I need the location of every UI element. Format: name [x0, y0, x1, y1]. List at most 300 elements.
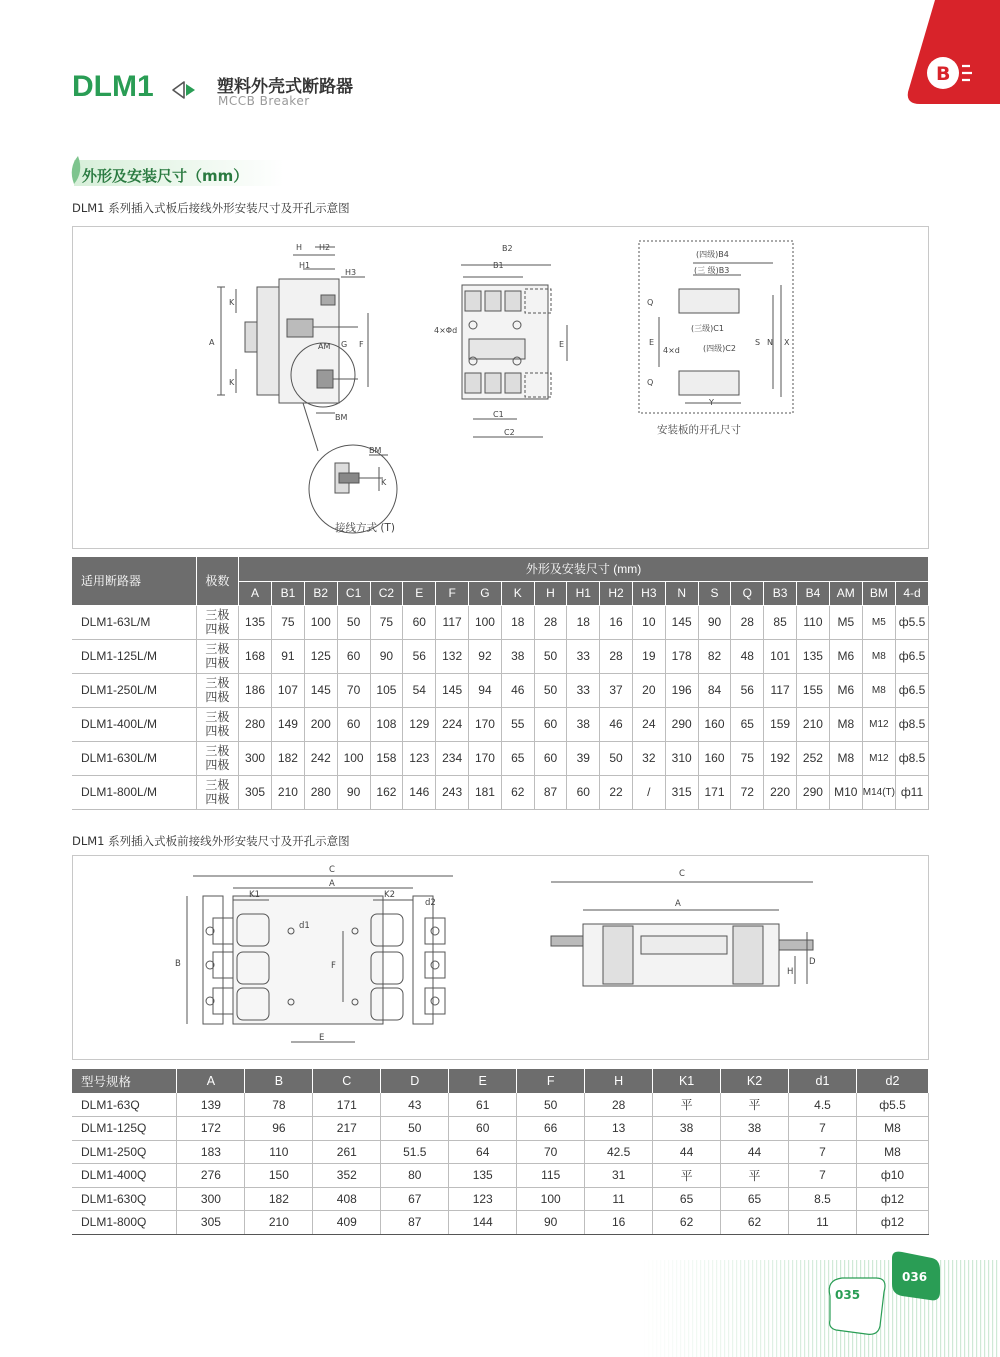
dimensions-table-body: [72, 605, 929, 809]
play-arrow-icon: [170, 79, 198, 101]
dim-value: 62: [501, 775, 534, 809]
dim-value: M8: [856, 1117, 928, 1141]
col-header: C: [313, 1069, 381, 1093]
dim-value: 290: [797, 775, 830, 809]
dim-value: 65: [653, 1187, 721, 1211]
dim-value: /: [632, 775, 665, 809]
dim-value: 56: [403, 639, 436, 673]
caption-front-connection: DLM1 系列插入式板前接线外形安装尺寸及开孔示意图: [72, 834, 350, 848]
dim-value: 210: [797, 707, 830, 741]
pole-label: 三极: [205, 778, 230, 792]
model-name: DLM1-250L/M: [72, 673, 196, 707]
dim-value: 123: [449, 1187, 517, 1211]
dim-value: 290: [665, 707, 698, 741]
col-header: F: [517, 1069, 585, 1093]
dim-value: 10: [632, 605, 665, 639]
dim-value: 305: [239, 775, 272, 809]
dim-value: ф5.5: [856, 1093, 928, 1117]
table-row: [72, 1117, 929, 1141]
dim-value: 91: [271, 639, 304, 673]
table2-header-row: [72, 1069, 929, 1093]
dim-value: 186: [239, 673, 272, 707]
dim-col-header: B2: [304, 581, 337, 605]
dim-value: ф12: [856, 1187, 928, 1211]
table-row: [72, 741, 929, 775]
dim-value: 平: [721, 1093, 789, 1117]
dim-value: 65: [731, 707, 764, 741]
model-name: DLM1-63Q: [72, 1093, 177, 1117]
page-title: 塑料外壳式断路器: [217, 77, 353, 97]
dim-value: 37: [600, 673, 633, 707]
dim-value: 38: [653, 1117, 721, 1141]
dim-value: M12: [862, 707, 895, 741]
dim-label: BM: [335, 413, 348, 422]
dim-label: C: [679, 869, 685, 879]
table-row: [72, 1093, 929, 1117]
dim-value: 28: [585, 1093, 653, 1117]
dim-col-header: H: [534, 581, 567, 605]
model-name: DLM1-125L/M: [72, 639, 196, 673]
dim-value: 305: [177, 1211, 245, 1235]
dim-label: F: [331, 961, 336, 971]
poles-cell: [196, 741, 239, 775]
dim-value: 115: [517, 1164, 585, 1188]
model-name: DLM1-630Q: [72, 1187, 177, 1211]
dim-value: 90: [517, 1211, 585, 1235]
dim-value: 80: [381, 1164, 449, 1188]
dim-col-header: B1: [271, 581, 304, 605]
dim-value: 132: [436, 639, 469, 673]
dim-value: 平: [653, 1093, 721, 1117]
dim-value: 300: [177, 1187, 245, 1211]
dim-value: 46: [501, 673, 534, 707]
dim-label: G: [341, 340, 348, 349]
dim-value: 170: [469, 741, 502, 775]
dim-value: 243: [436, 775, 469, 809]
dim-value: 105: [370, 673, 403, 707]
dim-label: (三级)C1: [691, 324, 724, 333]
col-header-poles: 极数: [196, 557, 239, 605]
dim-value: 108: [370, 707, 403, 741]
dim-value: 60: [567, 775, 600, 809]
col-header: H: [585, 1069, 653, 1093]
pole-label: 三极: [205, 676, 230, 690]
dim-label: AM: [318, 342, 331, 351]
dim-value: 38: [567, 707, 600, 741]
table-row: [72, 639, 929, 673]
dim-value: ф5.5: [895, 605, 928, 639]
dim-value: 70: [337, 673, 370, 707]
dim-col-header: BM: [862, 581, 895, 605]
dim-value: 261: [313, 1140, 381, 1164]
pole-label: 四极: [205, 622, 230, 636]
dim-value: 75: [731, 741, 764, 775]
model-name: DLM1-125Q: [72, 1117, 177, 1141]
dim-value: 84: [698, 673, 731, 707]
dim-value: M14(T): [862, 775, 895, 809]
dim-value: 16: [600, 605, 633, 639]
dim-label: S: [755, 338, 761, 347]
dim-value: 90: [698, 605, 731, 639]
dim-col-header: N: [665, 581, 698, 605]
dim-value: 48: [731, 639, 764, 673]
dim-value: 87: [534, 775, 567, 809]
dim-value: 11: [789, 1211, 857, 1235]
dim-value: 65: [721, 1187, 789, 1211]
col-header: d2: [856, 1069, 928, 1093]
dim-value: 24: [632, 707, 665, 741]
dim-value: 183: [177, 1140, 245, 1164]
diagram-front-drawing: [73, 856, 930, 1061]
col-header-group: 外形及安装尺寸 (mm): [239, 557, 929, 581]
dim-value: M5: [829, 605, 862, 639]
col-header: K2: [721, 1069, 789, 1093]
dim-col-header: K: [501, 581, 534, 605]
dim-value: M5: [862, 605, 895, 639]
dim-value: 224: [436, 707, 469, 741]
dim-value: 182: [271, 741, 304, 775]
dim-value: ф6.5: [895, 673, 928, 707]
dim-value: 210: [245, 1211, 313, 1235]
dim-value: 409: [313, 1211, 381, 1235]
dim-value: 平: [721, 1164, 789, 1188]
dim-value: 18: [567, 605, 600, 639]
corner-logo: [900, 0, 1000, 104]
dim-value: 82: [698, 639, 731, 673]
dim-value: M10: [829, 775, 862, 809]
dim-value: 44: [653, 1140, 721, 1164]
dim-value: 7: [789, 1140, 857, 1164]
dim-value: 171: [313, 1093, 381, 1117]
dim-value: ф8.5: [895, 707, 928, 741]
dim-value: 75: [370, 605, 403, 639]
dim-value: 78: [245, 1093, 313, 1117]
dim-value: 182: [245, 1187, 313, 1211]
dim-value: 90: [370, 639, 403, 673]
dim-value: 42.5: [585, 1140, 653, 1164]
model-name: DLM1-63L/M: [72, 605, 196, 639]
poles-cell: [196, 775, 239, 809]
col-header: D: [381, 1069, 449, 1093]
dim-value: 315: [665, 775, 698, 809]
col-header: d1: [789, 1069, 857, 1093]
dim-value: 50: [600, 741, 633, 775]
pole-label: 三极: [205, 608, 230, 622]
dim-value: 28: [534, 605, 567, 639]
dim-value: 100: [304, 605, 337, 639]
dim-value: 50: [337, 605, 370, 639]
dim-value: 162: [370, 775, 403, 809]
table-row: [72, 1140, 929, 1164]
dim-col-header: H2: [600, 581, 633, 605]
dim-value: M8: [862, 673, 895, 707]
dim-value: 170: [469, 707, 502, 741]
diagram-rear-connection: [72, 226, 929, 549]
dim-value: 352: [313, 1164, 381, 1188]
dim-value: 72: [731, 775, 764, 809]
dim-label: A: [675, 899, 681, 909]
pole-label: 四极: [205, 724, 230, 738]
dim-label: E: [649, 338, 655, 347]
dim-value: 135: [239, 605, 272, 639]
dim-value: 145: [304, 673, 337, 707]
dim-value: 39: [567, 741, 600, 775]
pole-label: 四极: [205, 758, 230, 772]
pole-label: 三极: [205, 744, 230, 758]
dim-value: 19: [632, 639, 665, 673]
section-title: 外形及安装尺寸（mm）: [82, 167, 249, 185]
dim-value: 85: [764, 605, 797, 639]
dim-value: 200: [304, 707, 337, 741]
dim-value: 70: [517, 1140, 585, 1164]
pole-label: 三极: [205, 710, 230, 724]
dim-value: 150: [245, 1164, 313, 1188]
dim-value: 280: [239, 707, 272, 741]
table-row: [72, 1164, 929, 1188]
caption-panel-cutout: 安装板的开孔尺寸: [657, 424, 741, 436]
dim-value: 50: [534, 673, 567, 707]
dim-value: 平: [653, 1164, 721, 1188]
dim-value: 56: [731, 673, 764, 707]
dim-label: Q: [647, 378, 654, 387]
dim-value: 220: [764, 775, 797, 809]
dim-label: K: [381, 478, 387, 487]
dim-col-header: B3: [764, 581, 797, 605]
dim-label: N: [767, 338, 773, 347]
dim-value: 60: [337, 707, 370, 741]
dim-value: 100: [337, 741, 370, 775]
dim-label: 4×Φd: [434, 326, 458, 335]
dim-label: 4×d: [663, 346, 680, 355]
page-number-right: 036: [902, 1270, 928, 1284]
model-name: DLM1-630L/M: [72, 741, 196, 775]
model-name: DLM1-400L/M: [72, 707, 196, 741]
dim-col-header: E: [403, 581, 436, 605]
dim-col-header: C1: [337, 581, 370, 605]
dim-value: 54: [403, 673, 436, 707]
dim-value: 60: [403, 605, 436, 639]
col-header: A: [177, 1069, 245, 1093]
poles-cell: [196, 605, 239, 639]
dim-label: D: [809, 957, 816, 967]
col-header: E: [449, 1069, 517, 1093]
dim-value: 87: [381, 1211, 449, 1235]
dim-label: BM: [369, 446, 382, 455]
table2-body: [72, 1093, 929, 1234]
dim-value: 149: [271, 707, 304, 741]
dim-value: 155: [797, 673, 830, 707]
dim-value: 217: [313, 1117, 381, 1141]
dim-value: 234: [436, 741, 469, 775]
dim-value: 145: [436, 673, 469, 707]
dim-value: 117: [436, 605, 469, 639]
dim-label: C1: [493, 410, 504, 419]
dim-value: 18: [501, 605, 534, 639]
dim-label: E: [319, 1033, 325, 1043]
dim-value: 8.5: [789, 1187, 857, 1211]
dim-label: C: [329, 865, 335, 875]
dim-value: 43: [381, 1093, 449, 1117]
dim-label: K1: [249, 890, 260, 900]
dim-value: 181: [469, 775, 502, 809]
dim-value: 20: [632, 673, 665, 707]
dimensions-table-rear: [72, 557, 929, 810]
dim-value: 60: [337, 639, 370, 673]
dim-value: 280: [304, 775, 337, 809]
dim-col-header: 4-d: [895, 581, 928, 605]
dim-value: 139: [177, 1093, 245, 1117]
pole-label: 三极: [205, 642, 230, 656]
dim-value: 171: [698, 775, 731, 809]
dim-col-header: H1: [567, 581, 600, 605]
dim-value: 13: [585, 1117, 653, 1141]
dim-value: 101: [764, 639, 797, 673]
col-header: B: [245, 1069, 313, 1093]
col-header: 型号规格: [72, 1069, 177, 1093]
dim-value: 178: [665, 639, 698, 673]
dim-value: ф6.5: [895, 639, 928, 673]
dim-col-header: A: [239, 581, 272, 605]
model-name: DLM1-800Q: [72, 1211, 177, 1235]
dim-col-header: B4: [797, 581, 830, 605]
dim-label: B: [175, 959, 181, 969]
dim-value: ф8.5: [895, 741, 928, 775]
brand-logo-text: DLM1: [72, 70, 154, 103]
model-name: DLM1-250Q: [72, 1140, 177, 1164]
dim-label: K: [229, 298, 235, 307]
dim-value: 110: [245, 1140, 313, 1164]
dim-label: E: [559, 340, 565, 349]
dim-value: 50: [517, 1093, 585, 1117]
dim-value: ф10: [856, 1164, 928, 1188]
dim-value: 38: [721, 1117, 789, 1141]
dim-value: 160: [698, 707, 731, 741]
col-header: K1: [653, 1069, 721, 1093]
dim-value: 252: [797, 741, 830, 775]
table-row: [72, 1211, 929, 1235]
dim-value: 31: [585, 1164, 653, 1188]
dim-label: H: [296, 243, 303, 252]
dim-label: C2: [504, 428, 515, 437]
dim-label: F: [359, 340, 364, 349]
dim-label: H: [787, 967, 794, 977]
dim-value: 90: [337, 775, 370, 809]
dim-value: 129: [403, 707, 436, 741]
dim-value: 44: [721, 1140, 789, 1164]
dim-value: 172: [177, 1117, 245, 1141]
dim-value: 67: [381, 1187, 449, 1211]
dim-value: 110: [797, 605, 830, 639]
dim-value: 38: [501, 639, 534, 673]
dim-value: 300: [239, 741, 272, 775]
dim-value: 60: [449, 1117, 517, 1141]
dim-col-header: C2: [370, 581, 403, 605]
dim-value: M8: [829, 707, 862, 741]
dim-label: (三 级)B3: [694, 266, 730, 275]
dim-value: 160: [698, 741, 731, 775]
col-header-model: 适用断路器: [72, 557, 196, 605]
dim-label: Y: [709, 398, 714, 407]
dim-label: d1: [299, 921, 310, 931]
dim-value: 408: [313, 1187, 381, 1211]
pole-label: 四极: [205, 792, 230, 806]
dim-value: 242: [304, 741, 337, 775]
dim-col-header: F: [436, 581, 469, 605]
dim-col-header: AM: [829, 581, 862, 605]
dim-label: d2: [425, 898, 436, 908]
dim-value: 276: [177, 1164, 245, 1188]
dim-value: 32: [632, 741, 665, 775]
dim-value: 60: [534, 707, 567, 741]
dim-value: 310: [665, 741, 698, 775]
dim-value: 61: [449, 1093, 517, 1117]
dim-col-header: S: [698, 581, 731, 605]
dim-value: 92: [469, 639, 502, 673]
dim-value: 33: [567, 673, 600, 707]
dim-value: 210: [271, 775, 304, 809]
dim-value: 62: [653, 1211, 721, 1235]
dim-value: 135: [449, 1164, 517, 1188]
table-row: [72, 1187, 929, 1211]
page-subtitle: MCCB Breaker: [218, 94, 310, 108]
dim-value: 100: [469, 605, 502, 639]
dim-value: 65: [501, 741, 534, 775]
dim-value: 145: [665, 605, 698, 639]
dim-value: 66: [517, 1117, 585, 1141]
poles-cell: [196, 707, 239, 741]
dim-value: 7: [789, 1117, 857, 1141]
dim-value: 62: [721, 1211, 789, 1235]
dim-value: M12: [862, 741, 895, 775]
caption-rear-connection: DLM1 系列插入式板后接线外形安装尺寸及开孔示意图: [72, 201, 350, 215]
dim-value: 51.5: [381, 1140, 449, 1164]
dim-label: A: [209, 338, 215, 347]
corner-logo-letter: B: [936, 63, 951, 85]
dim-value: ф12: [856, 1211, 928, 1235]
table-row: [72, 673, 929, 707]
dim-label: B1: [493, 261, 504, 270]
dim-value: ф11: [895, 775, 928, 809]
dim-value: 4.5: [789, 1093, 857, 1117]
dim-value: 146: [403, 775, 436, 809]
dim-label: A: [329, 879, 335, 889]
dim-value: M8: [856, 1140, 928, 1164]
table-row: [72, 707, 929, 741]
dim-value: 28: [600, 639, 633, 673]
dim-value: M6: [829, 673, 862, 707]
dim-value: 50: [381, 1117, 449, 1141]
table-row: [72, 605, 929, 639]
dim-label: H2: [319, 243, 331, 252]
footer-decoration: [640, 1240, 1000, 1357]
dim-value: 159: [764, 707, 797, 741]
dim-value: 33: [567, 639, 600, 673]
dim-value: 135: [797, 639, 830, 673]
dim-value: 7: [789, 1164, 857, 1188]
page-number-left: 035: [835, 1288, 861, 1302]
dim-value: 192: [764, 741, 797, 775]
dim-value: 16: [585, 1211, 653, 1235]
poles-cell: [196, 639, 239, 673]
pole-label: 四极: [205, 656, 230, 670]
dim-value: 125: [304, 639, 337, 673]
dim-label: X: [784, 338, 790, 347]
dim-col-header: G: [469, 581, 502, 605]
dim-value: 94: [469, 673, 502, 707]
dim-value: 107: [271, 673, 304, 707]
dim-value: 60: [534, 741, 567, 775]
model-name: DLM1-800L/M: [72, 775, 196, 809]
